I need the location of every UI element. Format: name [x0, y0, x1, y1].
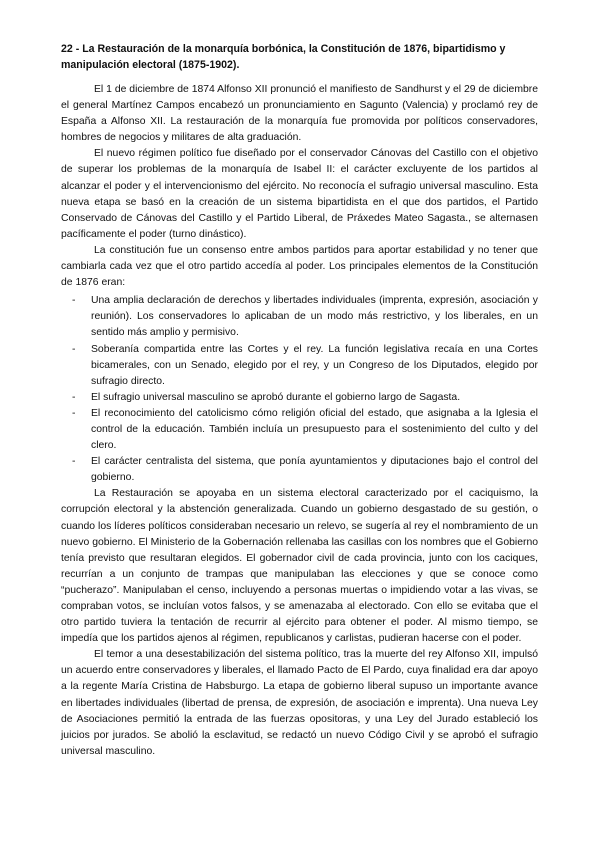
document-title: 22 - La Restauración de la monarquía borbónica, la Constitución de 1876, bipartidismo y manipulación electoral (1875-1902). — [61, 43, 506, 71]
paragraph-pacto-el-pardo: El temor a una desestabilización del sistema político, tras la muerte del rey Alfonso XII, impulsó un acuerdo entre conservadores y liberales, el llamado Pacto de El Pardo, cuya finalidad era dar apoyo a la regente María Cristina de Habsburgo. La etapa de gobierno liberal supuso un importante avance en libertades individuales (libertad de prensa, de expresión, de asociación e imprenta). Una nueva Ley de Asociaciones permitió la entrada de las fuerzas opositoras, y una Ley del Jurado estableció los juicios por jurados. Se abolió la esclavitud, se redactó un nuevo Código Civil y se aprobó el sufragio universal masculino. — [61, 649, 538, 757]
list-item — [61, 390, 538, 406]
bullet-dash: - — [72, 343, 76, 355]
paragraph-caciquismo: La Restauración se apoyaba en un sistema electoral caracterizado por el caciquismo, la corrupción electoral y la abstención generalizada. Cuando un gobierno desgastado de su gestión, o cuando los líderes políticos consideraban necesario un relevo, se sugería al rey el nombramiento de un nuevo gobierno. El Ministerio de la Gobernación rellenaba las casillas con los nombres que el Gobierno tenía previsto que resultaran elegidos. El gobernador civil de cada provincia, junto con los caciques, recurrían a un conjunto de trampas que manipulaban las elecciones y que se conoce como “pucherazo”. Manipulaban el censo, incluyendo a personas muertas o impidiendo votar a las vivas, se compraban votos, se incluían votos falsos, y se amenazaba al electorado. Con ello se evitaba que el otro partido tuviera la tentación de recurrir al ejército para obtener el poder. Al mismo tiempo, se impedía que los partidos ajenos al régimen, republicanos y carlistas, pudieran hacerse con el poder. — [61, 488, 538, 645]
list-item-text: El reconocimiento del catolicismo cómo religión oficial del estado, que asignaba a la Iglesia el control de la educación. También incluía un presupuesto para el sostenimiento del culto y del clero. — [91, 407, 538, 452]
list-item — [61, 454, 538, 486]
list-item-text: El sufragio universal masculino se aprobó durante el gobierno largo de Sagasta. — [91, 391, 461, 403]
bullet-dash: - — [72, 295, 76, 307]
bullet-dash: - — [72, 391, 76, 403]
list-item — [61, 406, 538, 454]
constitution-elements-list — [61, 293, 538, 486]
list-item-text: Soberanía compartida entre las Cortes y el rey. La función legislativa recaía en una Cortes bicamerales, con un Senado, elegido por el rey, y un Congreso de los Diputados, elegido por sufragio directo. — [91, 343, 538, 387]
bullet-dash: - — [72, 456, 76, 468]
list-item-text: El carácter centralista del sistema, que ponía ayuntamientos y diputaciones bajo el control del gobierno. — [91, 456, 538, 484]
list-item — [61, 342, 538, 390]
paragraph-constitucion: La constitución fue un consenso entre ambos partidos para aportar estabilidad y no tener que cambiarla cada vez que el otro partido accedía al poder. Los principales elementos de la Constitución de 1876 eran: — [61, 244, 538, 289]
list-item-text: Una amplia declaración de derechos y libertades individuales (imprenta, expresión, asociación y reunión). Los conservadores lo aplicaban de un modo más restrictivo, y los liberales, en un sentido más amplio y permisivo. — [91, 295, 538, 339]
paragraph-nuevo-regimen: El nuevo régimen político fue diseñado por el conservador Cánovas del Castillo con el objetivo de superar los problemas de la monarquía de Isabel II: el carácter excluyente de los partidos al alcanzar el poder y el intervencionismo del ejército. No reconocía el sufragio universal masculino. Esta nueva etapa se basó en la creación de un sistema bipartidista en el que dos partidos, el Partido Conservado de Cánovas del Castillo y el Partido Liberal, de Práxedes Mateo Sagasta., se alternasen pacíficamente el poder (turno dinástico). — [61, 148, 538, 240]
list-item — [61, 293, 538, 341]
paragraph-sandhurst: El 1 de diciembre de 1874 Alfonso XII pronunció el manifiesto de Sandhurst y el 29 de diciembre el general Martínez Campos encabezó un pronunciamiento en Sagunto (Valencia) y proclamó rey de España a Alfonso XII. La restauración de la monarquía fue promovida por políticos conservadores, hombres de negocios y militares de alta graduación. — [61, 84, 538, 144]
bullet-dash: - — [72, 407, 76, 419]
